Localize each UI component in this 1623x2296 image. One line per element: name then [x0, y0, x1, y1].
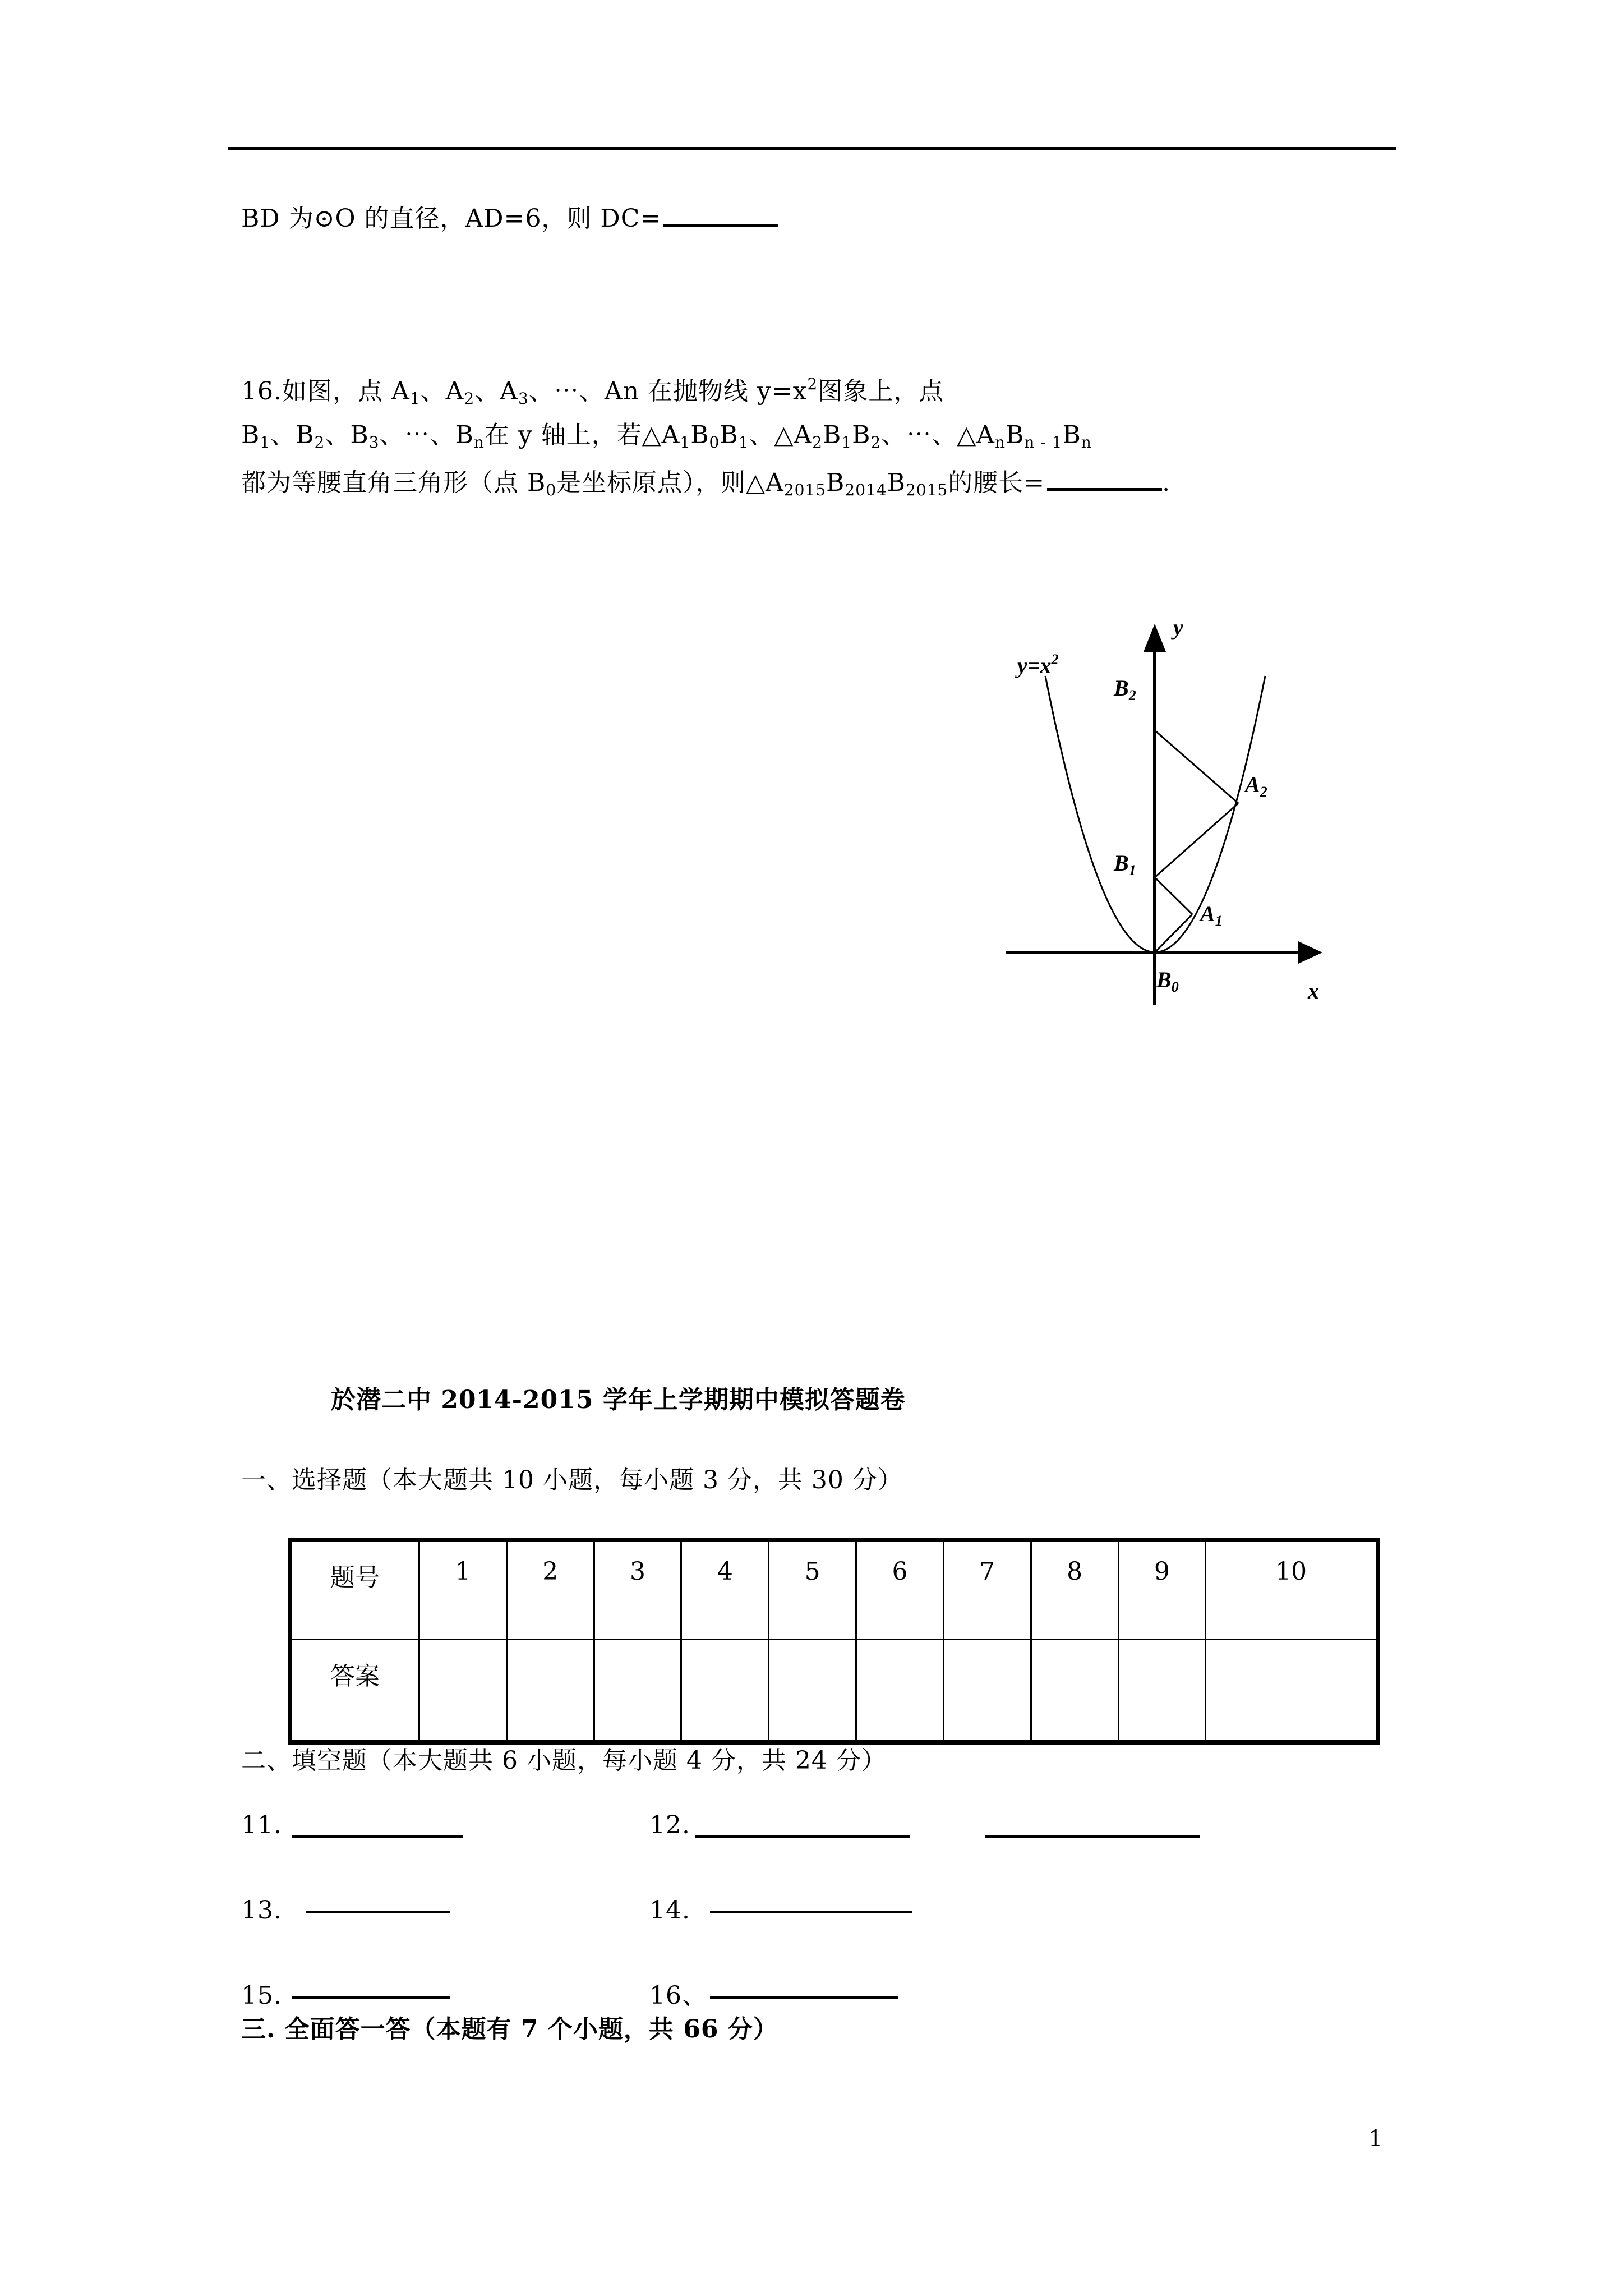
subscript: n — [1081, 433, 1092, 452]
fill-item-12 — [649, 1809, 690, 1842]
question-15-tail — [241, 199, 778, 236]
answer-blank-q15[interactable] — [663, 199, 778, 227]
q16-text: B — [720, 421, 739, 449]
x-axis-label: x — [1308, 978, 1319, 1004]
question-number-cell: 7 — [943, 1540, 1031, 1640]
subscript: 0 — [709, 433, 720, 452]
q16-text: 是坐标原点），则△A — [556, 468, 784, 497]
subscript: 2 — [812, 433, 823, 452]
subscript: 3 — [368, 433, 380, 452]
fill-item-label: 15. — [241, 1981, 282, 2010]
question-number-cell: 10 — [1206, 1540, 1378, 1640]
question-number-cell: 4 — [681, 1540, 769, 1640]
fill-item-label: 11. — [241, 1811, 282, 1839]
point-label-A2: $A_2$ — [1245, 772, 1267, 800]
subscript: 2 — [314, 433, 325, 452]
answer-blank-13[interactable] — [306, 1911, 450, 1913]
fill-item-14 — [649, 1894, 690, 1927]
segment-A1-B1 — [1155, 877, 1192, 914]
subscript: 2 — [870, 433, 882, 452]
q16-text: 、B — [325, 421, 369, 449]
answer-sheet-title: 於潜二中 2014-2015 学年上学期期中模拟答题卷 — [331, 1386, 906, 1414]
fill-item-label: 13. — [241, 1896, 282, 1925]
question-number-cell: 3 — [594, 1540, 681, 1640]
fill-item-11 — [241, 1809, 282, 1842]
page-number: 1 — [1368, 2126, 1383, 2152]
subscript: n — [994, 433, 1006, 452]
subscript: 1 — [738, 433, 749, 452]
table-row-numbers — [290, 1540, 1378, 1640]
q16-text: B — [1062, 421, 1081, 449]
answer-blank-15[interactable] — [292, 1996, 450, 1999]
answer-blank-16[interactable] — [710, 1996, 898, 1999]
q16-text: 都为等腰直角三角形（点 B — [241, 468, 546, 497]
subscript: 2015 — [906, 481, 948, 499]
row-label-answer: 答案 — [290, 1640, 419, 1743]
q16-text: 在 y 轴上，若△A — [484, 421, 680, 449]
subscript: 1 — [841, 433, 852, 452]
subscript: 3 — [518, 389, 529, 408]
answer-blank-12b[interactable] — [985, 1835, 1200, 1838]
subscript: 1 — [680, 433, 691, 452]
q16-text: . — [1162, 468, 1171, 497]
q16-text: 、⋯、An 在抛物线 y=x — [528, 377, 808, 406]
question-number-cell: 5 — [769, 1540, 856, 1640]
answer-cell[interactable] — [681, 1640, 769, 1743]
answer-blank-12a[interactable] — [695, 1835, 910, 1838]
point-label-A1: $A_1$ — [1200, 901, 1223, 929]
section-1-heading: 一、选择题（本大题共 10 小题，每小题 3 分，共 30 分） — [241, 1466, 903, 1494]
q16-text: B — [887, 468, 906, 497]
segment-A2-B2 — [1155, 730, 1238, 803]
q16-text: B — [822, 421, 842, 449]
q16-text: B — [1006, 421, 1025, 449]
answer-blank-q16[interactable] — [1047, 463, 1162, 491]
superscript: 2 — [807, 375, 818, 393]
answer-cell[interactable] — [594, 1640, 681, 1743]
subscript: 0 — [546, 481, 557, 499]
answer-cell[interactable] — [1118, 1640, 1206, 1743]
fill-item-label: 14. — [649, 1896, 690, 1925]
parabola-figure — [998, 606, 1346, 1010]
q16-text: B — [826, 468, 845, 497]
choice-answer-table — [288, 1538, 1380, 1745]
subscript: n - 1 — [1024, 433, 1063, 452]
q16-text: 、B — [270, 421, 315, 449]
point-label-B0: $B_0$ — [1156, 967, 1179, 995]
fill-item-15 — [241, 1979, 282, 2013]
section-3-heading: 三. 全面答一答（本题有 7 个小题，共 66 分） — [241, 2015, 778, 2044]
section-2-heading: 二、填空题（本大题共 6 小题，每小题 4 分，共 24 分） — [241, 1746, 887, 1775]
question-number-cell: 2 — [506, 1540, 594, 1640]
fill-item-13 — [241, 1894, 282, 1927]
fill-item-label: 12. — [649, 1811, 690, 1839]
answer-cell[interactable] — [856, 1640, 944, 1743]
answer-blank-14[interactable] — [710, 1911, 912, 1913]
question-15-text: BD 为⊙O 的直径，AD=6，则 DC= — [241, 204, 662, 233]
question-number-cell: 6 — [856, 1540, 944, 1640]
q16-text: 、⋯、△A — [881, 421, 995, 449]
fill-item-16 — [649, 1979, 707, 2013]
question-16-line-1 — [241, 375, 944, 408]
point-label-B1: $B_1$ — [1114, 850, 1136, 878]
segment-B0-A1 — [1155, 914, 1192, 953]
question-number-cell: 8 — [1031, 1540, 1118, 1640]
q16-text: 的腰长= — [948, 468, 1045, 497]
fill-item-label: 16、 — [649, 1981, 707, 2010]
q16-text: B — [690, 421, 709, 449]
answer-cell[interactable] — [419, 1640, 507, 1743]
subscript: 2 — [464, 389, 475, 408]
question-number-cell: 1 — [419, 1540, 507, 1640]
subscript: n — [473, 433, 485, 452]
q16-text: B — [241, 421, 260, 449]
y-axis-label: y — [1173, 615, 1183, 640]
row-label-question-number: 题号 — [290, 1540, 419, 1640]
subscript: 2015 — [783, 481, 827, 499]
answer-cell[interactable] — [506, 1640, 594, 1743]
q16-text: 、△A — [749, 421, 813, 449]
y-axis-arrow-icon — [1144, 624, 1166, 652]
question-16-line-2 — [241, 418, 1092, 452]
point-label-B2: $B_2$ — [1114, 675, 1136, 703]
q16-text: B — [852, 421, 871, 449]
x-axis-arrow-icon — [1298, 941, 1322, 964]
q16-text: 16.如图，点 A — [241, 377, 410, 406]
question-16-line-3 — [241, 463, 1170, 500]
q16-text: 、⋯、B — [379, 421, 474, 449]
table-row-answers — [290, 1640, 1378, 1743]
subscript: 1 — [409, 389, 421, 408]
curve-label: $y=x^2$ — [1017, 651, 1059, 678]
subscript: 2014 — [845, 481, 887, 499]
question-number-cell: 9 — [1118, 1540, 1206, 1640]
q16-text: 、A — [474, 377, 518, 406]
q16-text: 、A — [420, 377, 464, 406]
subscript: 1 — [260, 433, 271, 452]
answer-cell[interactable] — [769, 1640, 856, 1743]
answer-cell[interactable] — [1031, 1640, 1118, 1743]
answer-cell[interactable] — [943, 1640, 1031, 1743]
answer-blank-11[interactable] — [292, 1835, 463, 1838]
header-rule — [228, 147, 1396, 150]
q16-text: 图象上，点 — [818, 377, 944, 406]
answer-cell[interactable] — [1206, 1640, 1378, 1743]
